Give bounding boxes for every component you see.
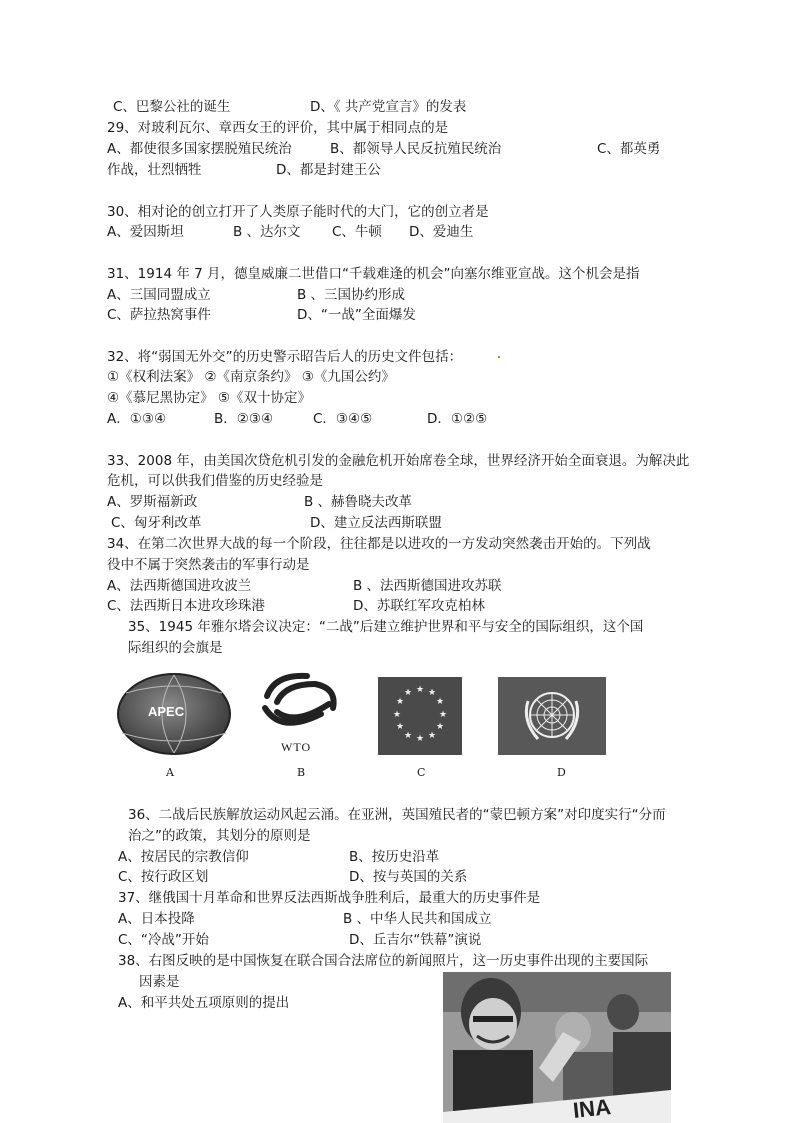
- q31-option-a: A、三国同盟成立: [107, 287, 211, 303]
- q38-stem-line-1: 38、右图反映的是中国恢复在联合国合法席位的新闻照片，这一历史事件出现的主要国际: [118, 953, 649, 969]
- q36-option-d: D、按与英国的关系: [349, 869, 468, 885]
- svg-text:★: ★: [392, 710, 402, 720]
- flag-label-d: D: [557, 766, 566, 779]
- q36-option-c: C、按行政区划: [118, 869, 209, 885]
- q32-items-line-1: ①《权利法案》 ②《南京条约》 ③《九国公约》: [107, 369, 395, 385]
- q34-option-b: B 、法西斯德国进攻苏联: [353, 578, 502, 594]
- star-circle-icon: [378, 677, 462, 755]
- un-seat-news-photo: [443, 972, 671, 1123]
- q31-stem: 31、1914 年 7 月，德皇威廉二世借口“千载难逢的机会”向塞尔维亚宣战。这个机会是指: [107, 266, 640, 282]
- svg-text:★: ★: [435, 697, 445, 707]
- flag-star-circle: [378, 677, 462, 755]
- q31-option-d: D、“一战”全面爆发: [297, 307, 416, 323]
- q36-stem-line-1: 36、二战后民族解放运动风起云涌。在亚洲，英国殖民者的“蒙巴顿方案”对印度实行“分而: [128, 807, 666, 823]
- q35-stem-line-1: 35、1945 年雅尔塔会议决定：“二战”后建立维护世界和平与安全的国际组织，这个国: [128, 619, 644, 635]
- q34-option-c: C、法西斯日本进攻珍珠港: [107, 598, 265, 614]
- flag-apec-text: APEC: [148, 704, 185, 719]
- q31-option-b: B 、三国协约形成: [297, 287, 406, 303]
- q32-stem: 32、将“弱国无外交”的历史警示昭告后人的历史文件包括：: [107, 349, 463, 365]
- q30-option-d: D、爱迪生: [409, 224, 474, 240]
- q32-items-line-2: ④《慕尼黑协定》 ⑤《双十协定》: [107, 390, 311, 406]
- wto-logo-icon: [255, 668, 345, 738]
- q30-option-b: B 、达尔文: [233, 224, 301, 240]
- photo-icon: [443, 972, 671, 1123]
- q29-option-c-cont: 作战，壮烈牺牲: [107, 162, 202, 178]
- q30-stem: 30、相对论的创立打开了人类原子能时代的大门，它的创立者是: [107, 204, 489, 220]
- q29-option-c: C、都英勇: [597, 141, 661, 157]
- q31-option-c: C、萨拉热窝事件: [107, 307, 211, 323]
- q30-option-c: C、牛顿: [332, 224, 382, 240]
- q32-option-b: B．②③④: [214, 411, 274, 427]
- q36-stem-line-2: 治之”的政策，其划分的原则是: [128, 828, 311, 844]
- q38-stem-line-2: 因素是: [139, 974, 180, 990]
- q32-option-a: A．①③④: [107, 411, 167, 427]
- svg-text:★: ★: [427, 688, 437, 698]
- svg-text:★: ★: [395, 722, 405, 732]
- svg-text:★: ★: [403, 731, 413, 741]
- flag-label-b: B: [297, 766, 306, 779]
- q29-option-b: B、都领导人民反抗殖民统治: [330, 141, 502, 157]
- flag-label-c: C: [417, 766, 426, 779]
- q34-option-d: D、苏联红军攻克柏林: [353, 598, 485, 614]
- flag-wto-text: WTO: [281, 740, 312, 754]
- flag-apec: [116, 673, 232, 755]
- q28-option-c: C、巴黎公社的诞生: [113, 99, 231, 115]
- q29-option-a: A、都使很多国家摆脱殖民统治: [107, 141, 292, 157]
- q32-option-d: D．①②⑤: [427, 411, 488, 427]
- q29-stem: 29、对玻利瓦尔、章西女王的评价，其中属于相同点的是: [107, 120, 449, 136]
- photo-caption-text: INA: [571, 1094, 613, 1123]
- q37-option-d: D、丘吉尔“铁幕”演说: [349, 932, 482, 948]
- svg-text:★: ★: [395, 697, 405, 707]
- flag-label-a: A: [166, 766, 174, 779]
- q36-option-b: B、按历史沿革: [349, 849, 440, 865]
- svg-text:★: ★: [415, 734, 425, 744]
- q37-option-c: C、“冷战”开始: [118, 932, 209, 948]
- q36-option-a: A、按居民的宗教信仰: [118, 849, 249, 865]
- q30-option-a: A、爱因斯坦: [107, 224, 184, 240]
- svg-text:★: ★: [403, 688, 413, 698]
- q35-stem-line-2: 际组织的会旗是: [128, 640, 223, 656]
- q34-option-a: A、法西斯德国进攻波兰: [107, 578, 252, 594]
- q33-stem-line-1: 33、2008 年，由美国次贷危机引发的金融危机开始席卷全球，世界经济开始全面衰退。为解决此: [107, 453, 690, 469]
- q33-option-a: A、罗斯福新政: [107, 494, 198, 510]
- svg-text:★: ★: [435, 722, 445, 732]
- q34-stem-line-1: 34、在第二次世界大战的每一个阶段，往往都是以进攻的一方发动突然袭击开始的。下列战: [107, 536, 651, 552]
- q33-option-d: D、建立反法西斯联盟: [310, 515, 442, 531]
- q28-option-d: D、《 共产党宣言》的发表: [310, 99, 467, 115]
- q33-option-c: C、匈牙利改革: [111, 515, 202, 531]
- stray-dot: [498, 356, 500, 358]
- q37-option-a: A、日本投降: [118, 911, 195, 927]
- q38-option-a: A、和平共处五项原则的提出: [118, 995, 290, 1011]
- flag-united-nations: [498, 677, 606, 755]
- q37-stem: 37、继俄国十月革命和世界反法西斯战争胜利后，最重大的历史事件是: [118, 890, 541, 906]
- svg-text:★: ★: [427, 731, 437, 741]
- q33-stem-line-2: 危机，可以供我们借鉴的历史经验是: [107, 473, 323, 489]
- un-emblem-icon: [498, 677, 606, 755]
- svg-text:★: ★: [438, 710, 448, 720]
- svg-text:★: ★: [415, 685, 425, 695]
- q33-option-b: B 、赫鲁晓夫改革: [304, 494, 413, 510]
- flag-wto: [255, 668, 345, 760]
- q37-option-b: B 、中华人民共和国成立: [343, 911, 492, 927]
- q34-stem-line-2: 役中不属于突然袭击的军事行动是: [107, 557, 310, 573]
- q32-option-c: C．③④⑤: [313, 411, 373, 427]
- q29-option-d: D、都是封建王公: [276, 162, 381, 178]
